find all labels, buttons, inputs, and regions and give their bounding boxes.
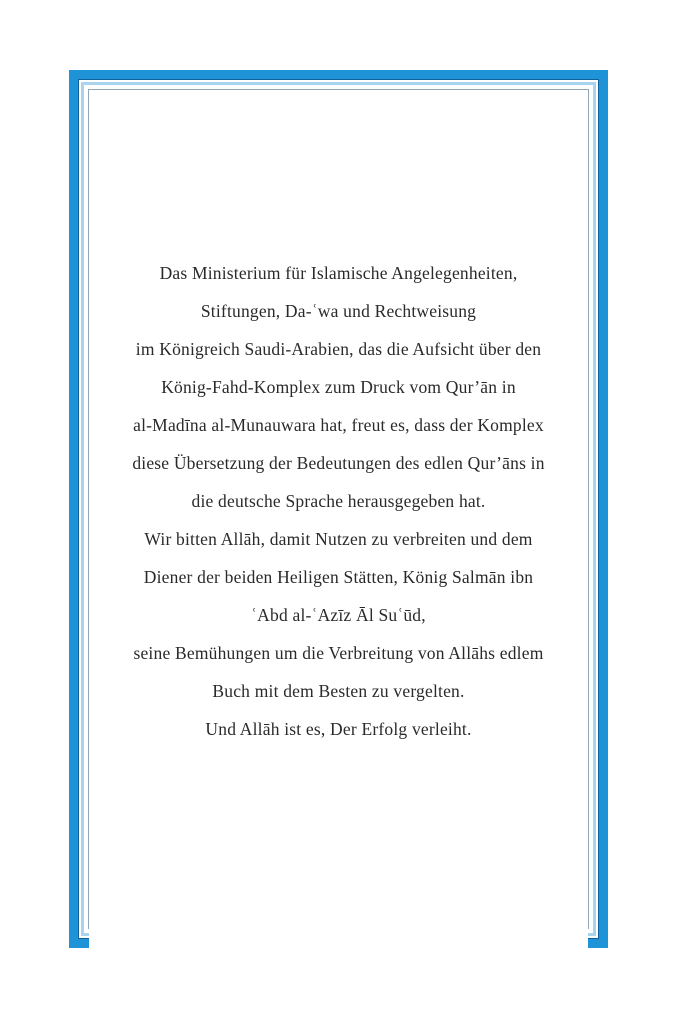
decorative-frame-thin-line — [88, 89, 589, 929]
text-line: die deutsche Sprache herausgegeben hat. — [191, 491, 486, 511]
decorative-frame-white-gap-inner — [84, 85, 593, 933]
text-line: Buch mit dem Besten zu vergelten. — [212, 681, 465, 701]
text-line: seine Bemühungen um die Verbreitung von Allāhs edlem — [133, 643, 544, 663]
text-line: Diener der beiden Heiligen Stätten, König Salmān ibn — [143, 567, 534, 587]
decorative-frame-white-gap — [79, 80, 598, 938]
decorative-frame-pale-line — [81, 82, 596, 936]
text-line: König-Fahd-Komplex zum Druck vom Qur’ān in — [161, 377, 516, 397]
text-line: al-Madīna al-Munauwara hat, freut es, dass der Komplex — [133, 415, 544, 435]
decorative-frame-outer-band — [69, 70, 608, 948]
text-line: diese Übersetzung der Bedeutungen des edlen Qur’āns in — [132, 453, 545, 473]
text-line: im Königreich Saudi-Arabien, das die Aufsicht über den — [135, 339, 542, 359]
text-line: Wir bitten Allāh, damit Nutzen zu verbreiten und dem — [144, 529, 533, 549]
text-line: Das Ministerium für Islamische Angelegenheiten, — [159, 263, 518, 283]
text-line: Und Allāh ist es, Der Erfolg verleiht. — [205, 719, 472, 739]
text-line: Stiftungen, Da-ʿwa und Rechtweisung — [200, 301, 477, 321]
decorative-frame-dark-line — [78, 79, 599, 939]
preface-text-block — [89, 254, 588, 748]
text-line: ʿAbd al-ʿAzīz Āl Suʿūd, — [251, 605, 426, 625]
page-content-area — [89, 254, 588, 1024]
